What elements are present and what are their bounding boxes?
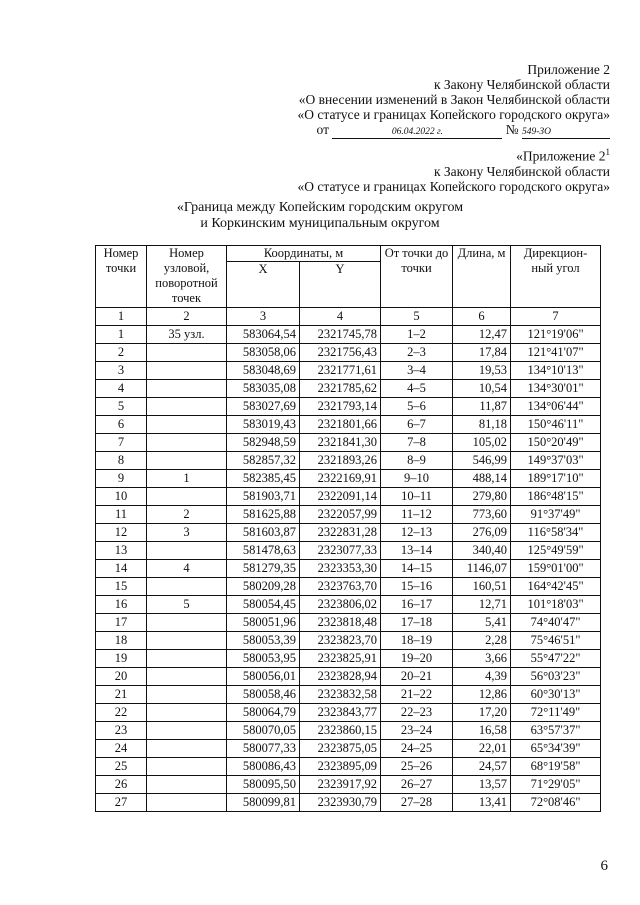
segment-cell: 25–26 bbox=[381, 758, 453, 776]
node-number-cell bbox=[147, 758, 227, 776]
y-coordinate-cell: 2323763,70 bbox=[300, 578, 381, 596]
x-coordinate-cell: 583035,08 bbox=[227, 380, 300, 398]
table-row bbox=[96, 560, 601, 578]
x-coordinate-cell: 582948,59 bbox=[227, 434, 300, 452]
table-row bbox=[96, 506, 601, 524]
node-number-cell bbox=[147, 380, 227, 398]
angle-cell: 56°03'23" bbox=[511, 668, 601, 686]
segment-cell: 2–3 bbox=[381, 344, 453, 362]
length-cell: 12,47 bbox=[453, 326, 511, 344]
header-from-to: От точки до точки bbox=[381, 246, 453, 308]
column-number-cell: 1 bbox=[96, 308, 147, 326]
y-coordinate-cell: 2323832,58 bbox=[300, 686, 381, 704]
node-number-cell: 2 bbox=[147, 506, 227, 524]
x-coordinate-cell: 583019,43 bbox=[227, 416, 300, 434]
table-row bbox=[96, 452, 601, 470]
appendix-law-name: «О статусе и границах Копейского городского округа» bbox=[297, 107, 610, 122]
node-number-cell bbox=[147, 794, 227, 812]
node-number-cell bbox=[147, 704, 227, 722]
length-cell: 773,60 bbox=[453, 506, 511, 524]
angle-cell: 65°34'39" bbox=[511, 740, 601, 758]
angle-cell: 121°19'06" bbox=[511, 326, 601, 344]
angle-cell: 72°11'49" bbox=[511, 704, 601, 722]
appendix-date-line bbox=[298, 122, 610, 139]
table-row bbox=[96, 380, 601, 398]
point-number-cell: 3 bbox=[96, 362, 147, 380]
point-number-cell: 27 bbox=[96, 794, 147, 812]
point-number-cell: 6 bbox=[96, 416, 147, 434]
point-number-cell: 25 bbox=[96, 758, 147, 776]
angle-cell: 71°29'05" bbox=[511, 776, 601, 794]
segment-cell: 5–6 bbox=[381, 398, 453, 416]
point-number-cell: 19 bbox=[96, 650, 147, 668]
point-number-cell: 16 bbox=[96, 596, 147, 614]
appendix-law-ref: к Закону Челябинской области bbox=[433, 77, 610, 92]
angle-cell: 134°30'01" bbox=[511, 380, 601, 398]
angle-cell: 55°47'22" bbox=[511, 650, 601, 668]
table-row bbox=[96, 344, 601, 362]
table-row bbox=[96, 758, 601, 776]
y-coordinate-cell: 2323823,70 bbox=[300, 632, 381, 650]
length-cell: 12,86 bbox=[453, 686, 511, 704]
node-number-cell bbox=[147, 542, 227, 560]
node-number-cell bbox=[147, 776, 227, 794]
point-number-cell: 23 bbox=[96, 722, 147, 740]
header-node-number: Номер узловой, поворотной точек bbox=[147, 246, 227, 308]
table-row bbox=[96, 488, 601, 506]
node-number-cell bbox=[147, 632, 227, 650]
y-coordinate-cell: 2321793,14 bbox=[300, 398, 381, 416]
length-cell: 12,71 bbox=[453, 596, 511, 614]
point-number-cell: 20 bbox=[96, 668, 147, 686]
header-length: Длина, м bbox=[453, 246, 511, 308]
length-cell: 160,51 bbox=[453, 578, 511, 596]
angle-cell: 74°40'47" bbox=[511, 614, 601, 632]
table-row bbox=[96, 470, 601, 488]
table-row bbox=[96, 362, 601, 380]
table-row bbox=[96, 524, 601, 542]
length-cell: 5,41 bbox=[453, 614, 511, 632]
segment-cell: 20–21 bbox=[381, 668, 453, 686]
length-cell: 17,20 bbox=[453, 704, 511, 722]
angle-cell: 68°19'58" bbox=[511, 758, 601, 776]
length-cell: 17,84 bbox=[453, 344, 511, 362]
column-number-cell: 2 bbox=[147, 308, 227, 326]
segment-cell: 15–16 bbox=[381, 578, 453, 596]
angle-cell: 150°46'11" bbox=[511, 416, 601, 434]
length-cell: 13,41 bbox=[453, 794, 511, 812]
page-number: 6 bbox=[600, 858, 608, 874]
segment-cell: 16–17 bbox=[381, 596, 453, 614]
point-number-cell: 1 bbox=[96, 326, 147, 344]
y-coordinate-cell: 2323930,79 bbox=[300, 794, 381, 812]
angle-cell: 186°48'15" bbox=[511, 488, 601, 506]
length-cell: 105,02 bbox=[453, 434, 511, 452]
segment-cell: 6–7 bbox=[381, 416, 453, 434]
table-row bbox=[96, 632, 601, 650]
table-body bbox=[96, 308, 601, 812]
header-angle: Дирекцион-ный угол bbox=[511, 246, 601, 308]
length-cell: 546,99 bbox=[453, 452, 511, 470]
x-coordinate-cell: 581903,71 bbox=[227, 488, 300, 506]
point-number-cell: 10 bbox=[96, 488, 147, 506]
appendix2-title-text: «Приложение 2 bbox=[516, 148, 606, 164]
y-coordinate-cell: 2322169,91 bbox=[300, 470, 381, 488]
y-coordinate-cell: 2321771,61 bbox=[300, 362, 381, 380]
point-number-cell: 17 bbox=[96, 614, 147, 632]
angle-cell: 63°57'37" bbox=[511, 722, 601, 740]
x-coordinate-cell: 580051,96 bbox=[227, 614, 300, 632]
point-number-cell: 5 bbox=[96, 398, 147, 416]
x-coordinate-cell: 580086,43 bbox=[227, 758, 300, 776]
length-cell: 13,57 bbox=[453, 776, 511, 794]
node-number-cell bbox=[147, 344, 227, 362]
y-coordinate-cell: 2323843,77 bbox=[300, 704, 381, 722]
y-coordinate-cell: 2322831,28 bbox=[300, 524, 381, 542]
node-number-cell bbox=[147, 740, 227, 758]
angle-cell: 134°06'44" bbox=[511, 398, 601, 416]
x-coordinate-cell: 583048,69 bbox=[227, 362, 300, 380]
y-coordinate-cell: 2323818,48 bbox=[300, 614, 381, 632]
appendix2-law-name: «О статусе и границах Копейского городского округа» bbox=[297, 178, 610, 194]
y-coordinate-cell: 2323828,94 bbox=[300, 668, 381, 686]
table-row bbox=[96, 434, 601, 452]
column-number-row bbox=[96, 308, 601, 326]
appendix2-sup: 1 bbox=[605, 147, 610, 157]
angle-cell: 91°37'49" bbox=[511, 506, 601, 524]
node-number-cell bbox=[147, 722, 227, 740]
point-number-cell: 12 bbox=[96, 524, 147, 542]
length-cell: 2,28 bbox=[453, 632, 511, 650]
table-row bbox=[96, 776, 601, 794]
table-row bbox=[96, 650, 601, 668]
segment-cell: 12–13 bbox=[381, 524, 453, 542]
angle-cell: 134°10'13" bbox=[511, 362, 601, 380]
table-row bbox=[96, 686, 601, 704]
x-coordinate-cell: 580077,33 bbox=[227, 740, 300, 758]
y-coordinate-cell: 2323077,33 bbox=[300, 542, 381, 560]
appendix2-title bbox=[298, 145, 610, 164]
y-coordinate-cell: 2323806,02 bbox=[300, 596, 381, 614]
length-cell: 340,40 bbox=[453, 542, 511, 560]
appendix2-header bbox=[298, 145, 610, 194]
point-number-cell: 24 bbox=[96, 740, 147, 758]
angle-cell: 189°17'10" bbox=[511, 470, 601, 488]
x-coordinate-cell: 580056,01 bbox=[227, 668, 300, 686]
x-coordinate-cell: 580070,05 bbox=[227, 722, 300, 740]
angle-cell: 60°30'13" bbox=[511, 686, 601, 704]
node-number-cell: 35 узл. bbox=[147, 326, 227, 344]
node-number-cell bbox=[147, 362, 227, 380]
y-coordinate-cell: 2321756,43 bbox=[300, 344, 381, 362]
y-coordinate-cell: 2322057,99 bbox=[300, 506, 381, 524]
point-number-cell: 13 bbox=[96, 542, 147, 560]
angle-cell: 72°08'46" bbox=[511, 794, 601, 812]
y-coordinate-cell: 2321801,66 bbox=[300, 416, 381, 434]
angle-cell: 101°18'03" bbox=[511, 596, 601, 614]
law-number: 549-ЗО bbox=[522, 127, 610, 139]
x-coordinate-cell: 583058,06 bbox=[227, 344, 300, 362]
x-coordinate-cell: 581625,88 bbox=[227, 506, 300, 524]
appendix-title: Приложение 2 bbox=[527, 62, 610, 77]
point-number-cell: 15 bbox=[96, 578, 147, 596]
segment-cell: 10–11 bbox=[381, 488, 453, 506]
length-cell: 3,66 bbox=[453, 650, 511, 668]
table-header bbox=[96, 246, 601, 308]
table-row bbox=[96, 704, 601, 722]
segment-cell: 11–12 bbox=[381, 506, 453, 524]
table-row bbox=[96, 596, 601, 614]
length-cell: 488,14 bbox=[453, 470, 511, 488]
table-row bbox=[96, 326, 601, 344]
node-number-cell bbox=[147, 434, 227, 452]
x-coordinate-cell: 580053,95 bbox=[227, 650, 300, 668]
node-number-cell bbox=[147, 668, 227, 686]
x-coordinate-cell: 583027,69 bbox=[227, 398, 300, 416]
node-number-cell bbox=[147, 398, 227, 416]
y-coordinate-cell: 2322091,14 bbox=[300, 488, 381, 506]
document-title bbox=[0, 200, 640, 232]
point-number-cell: 7 bbox=[96, 434, 147, 452]
header-coordinates: Координаты, м bbox=[227, 246, 381, 262]
y-coordinate-cell: 2323353,30 bbox=[300, 560, 381, 578]
segment-cell: 14–15 bbox=[381, 560, 453, 578]
y-coordinate-cell: 2321893,26 bbox=[300, 452, 381, 470]
angle-cell: 164°42'45" bbox=[511, 578, 601, 596]
segment-cell: 23–24 bbox=[381, 722, 453, 740]
node-number-cell bbox=[147, 614, 227, 632]
column-number-cell: 3 bbox=[227, 308, 300, 326]
segment-cell: 26–27 bbox=[381, 776, 453, 794]
segment-cell: 9–10 bbox=[381, 470, 453, 488]
x-coordinate-cell: 580209,28 bbox=[227, 578, 300, 596]
date-prefix: от bbox=[316, 122, 329, 137]
point-number-cell: 8 bbox=[96, 452, 147, 470]
point-number-cell: 4 bbox=[96, 380, 147, 398]
table-row bbox=[96, 398, 601, 416]
table-row bbox=[96, 416, 601, 434]
column-number-cell: 6 bbox=[453, 308, 511, 326]
x-coordinate-cell: 582385,45 bbox=[227, 470, 300, 488]
length-cell: 16,58 bbox=[453, 722, 511, 740]
segment-cell: 3–4 bbox=[381, 362, 453, 380]
appendix-header bbox=[298, 62, 610, 139]
y-coordinate-cell: 2323875,05 bbox=[300, 740, 381, 758]
point-number-cell: 14 bbox=[96, 560, 147, 578]
x-coordinate-cell: 581478,63 bbox=[227, 542, 300, 560]
table-row bbox=[96, 542, 601, 560]
segment-cell: 7–8 bbox=[381, 434, 453, 452]
node-number-cell: 5 bbox=[147, 596, 227, 614]
length-cell: 279,80 bbox=[453, 488, 511, 506]
segment-cell: 8–9 bbox=[381, 452, 453, 470]
table-row bbox=[96, 614, 601, 632]
length-cell: 81,18 bbox=[453, 416, 511, 434]
y-coordinate-cell: 2323895,09 bbox=[300, 758, 381, 776]
number-sign: № bbox=[505, 122, 519, 137]
point-number-cell: 11 bbox=[96, 506, 147, 524]
length-cell: 24,57 bbox=[453, 758, 511, 776]
table-row bbox=[96, 722, 601, 740]
y-coordinate-cell: 2323825,91 bbox=[300, 650, 381, 668]
x-coordinate-cell: 581603,87 bbox=[227, 524, 300, 542]
x-coordinate-cell: 580053,39 bbox=[227, 632, 300, 650]
x-coordinate-cell: 582857,32 bbox=[227, 452, 300, 470]
segment-cell: 21–22 bbox=[381, 686, 453, 704]
y-coordinate-cell: 2321841,30 bbox=[300, 434, 381, 452]
segment-cell: 24–25 bbox=[381, 740, 453, 758]
node-number-cell: 4 bbox=[147, 560, 227, 578]
segment-cell: 19–20 bbox=[381, 650, 453, 668]
length-cell: 22,01 bbox=[453, 740, 511, 758]
angle-cell: 159°01'00" bbox=[511, 560, 601, 578]
date-value: 06.04.2022 г. bbox=[332, 127, 502, 139]
x-coordinate-cell: 581279,35 bbox=[227, 560, 300, 578]
node-number-cell: 1 bbox=[147, 470, 227, 488]
node-number-cell: 3 bbox=[147, 524, 227, 542]
angle-cell: 125°49'59" bbox=[511, 542, 601, 560]
segment-cell: 18–19 bbox=[381, 632, 453, 650]
angle-cell: 149°37'03" bbox=[511, 452, 601, 470]
length-cell: 11,87 bbox=[453, 398, 511, 416]
column-number-cell: 5 bbox=[381, 308, 453, 326]
x-coordinate-cell: 580058,46 bbox=[227, 686, 300, 704]
angle-cell: 150°20'49" bbox=[511, 434, 601, 452]
point-number-cell: 21 bbox=[96, 686, 147, 704]
segment-cell: 1–2 bbox=[381, 326, 453, 344]
header-y: Y bbox=[300, 262, 381, 308]
x-coordinate-cell: 580099,81 bbox=[227, 794, 300, 812]
point-number-cell: 22 bbox=[96, 704, 147, 722]
node-number-cell bbox=[147, 650, 227, 668]
appendix2-law-ref: к Закону Челябинской области bbox=[433, 163, 610, 179]
point-number-cell: 26 bbox=[96, 776, 147, 794]
x-coordinate-cell: 583064,54 bbox=[227, 326, 300, 344]
angle-cell: 116°58'34" bbox=[511, 524, 601, 542]
length-cell: 4,39 bbox=[453, 668, 511, 686]
length-cell: 1146,07 bbox=[453, 560, 511, 578]
angle-cell: 75°46'51" bbox=[511, 632, 601, 650]
y-coordinate-cell: 2321745,78 bbox=[300, 326, 381, 344]
table-row bbox=[96, 740, 601, 758]
node-number-cell bbox=[147, 578, 227, 596]
column-number-cell: 4 bbox=[300, 308, 381, 326]
point-number-cell: 9 bbox=[96, 470, 147, 488]
document-title-line2: и Коркинским муниципальным округом bbox=[200, 216, 440, 231]
node-number-cell bbox=[147, 416, 227, 434]
header-point-number: Номер точки bbox=[96, 246, 147, 308]
appendix-law-amend: «О внесении изменений в Закон Челябинской области bbox=[298, 92, 610, 107]
point-number-cell: 2 bbox=[96, 344, 147, 362]
column-number-cell: 7 bbox=[511, 308, 601, 326]
x-coordinate-cell: 580095,50 bbox=[227, 776, 300, 794]
point-number-cell: 18 bbox=[96, 632, 147, 650]
header-x: X bbox=[227, 262, 300, 308]
length-cell: 19,53 bbox=[453, 362, 511, 380]
node-number-cell bbox=[147, 452, 227, 470]
x-coordinate-cell: 580054,45 bbox=[227, 596, 300, 614]
document-title-line1: «Граница между Копейским городским округом bbox=[176, 200, 464, 215]
node-number-cell bbox=[147, 686, 227, 704]
y-coordinate-cell: 2323860,15 bbox=[300, 722, 381, 740]
segment-cell: 22–23 bbox=[381, 704, 453, 722]
y-coordinate-cell: 2323917,92 bbox=[300, 776, 381, 794]
segment-cell: 4–5 bbox=[381, 380, 453, 398]
length-cell: 276,09 bbox=[453, 524, 511, 542]
node-number-cell bbox=[147, 488, 227, 506]
table-row bbox=[96, 578, 601, 596]
table-row bbox=[96, 794, 601, 812]
boundary-table bbox=[95, 245, 601, 812]
angle-cell: 121°41'07" bbox=[511, 344, 601, 362]
segment-cell: 13–14 bbox=[381, 542, 453, 560]
segment-cell: 17–18 bbox=[381, 614, 453, 632]
segment-cell: 27–28 bbox=[381, 794, 453, 812]
x-coordinate-cell: 580064,79 bbox=[227, 704, 300, 722]
length-cell: 10,54 bbox=[453, 380, 511, 398]
y-coordinate-cell: 2321785,62 bbox=[300, 380, 381, 398]
table-row bbox=[96, 668, 601, 686]
